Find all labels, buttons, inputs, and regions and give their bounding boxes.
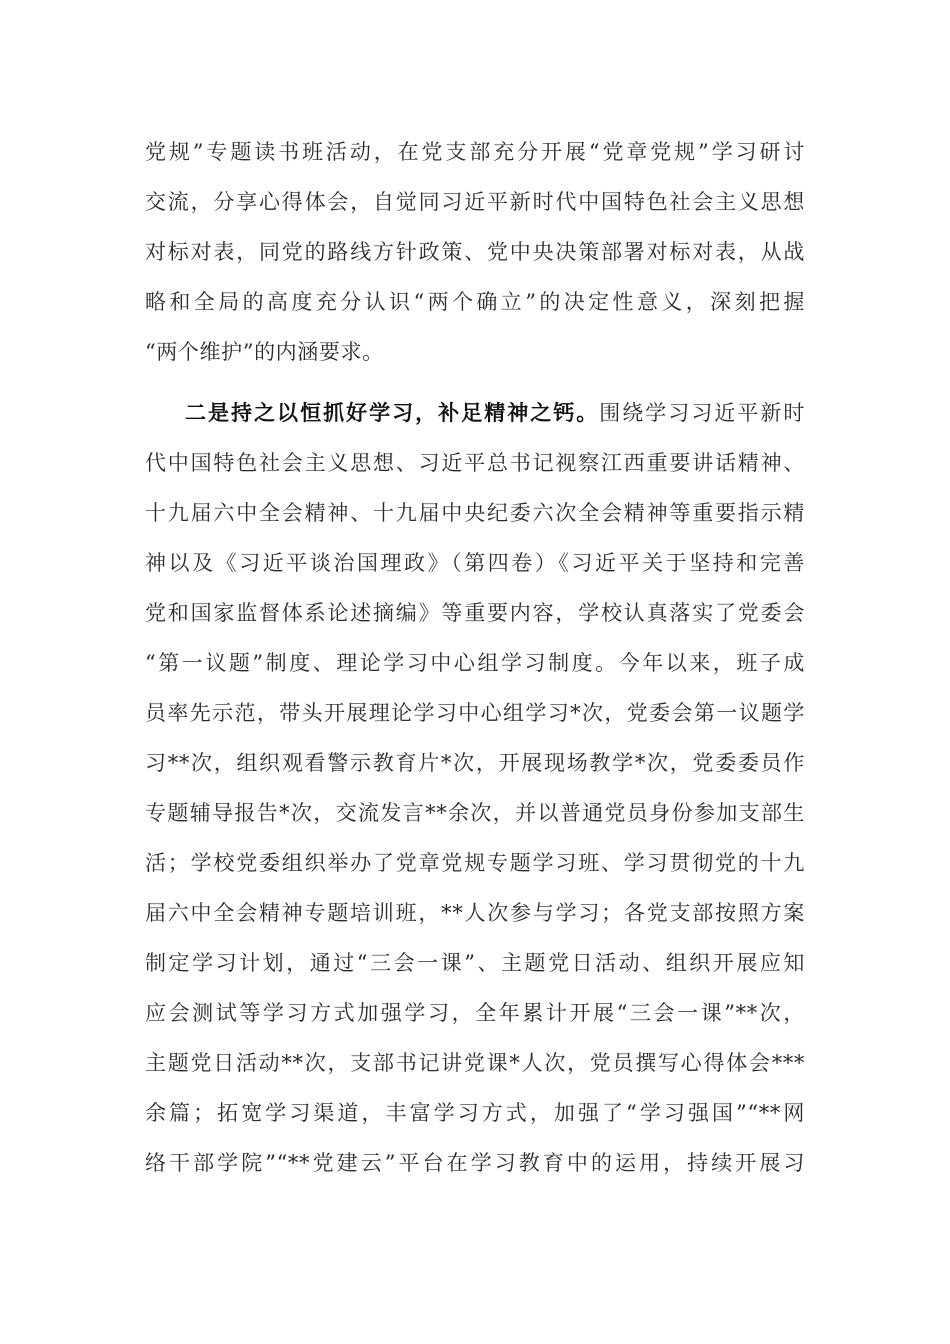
paragraph-2-line: 络干部学院”“**党建云”平台在学习教育中的运用，持续开展习	[145, 1151, 805, 1175]
paragraph-1-last-line: “两个维护”的内涵要求。	[145, 340, 384, 364]
paragraph-2-line: 十九届六中全会精神、十九届中央纪委六次全会精神等重要指示精	[145, 501, 805, 525]
paragraph-2-line: 习**次，组织观看警示教育片*次，开展现场教学*次，党委委员作	[145, 751, 805, 775]
paragraph-2-line: 活；学校党委组织举办了党章党规专题学习班、学习贯彻党的十九	[145, 851, 805, 875]
paragraph-2-line: 余篇；拓宽学习渠道，丰富学习方式，加强了“学习强国”“**网	[145, 1101, 805, 1125]
paragraph-2-line: 员率先示范，带头开展理论学习中心组学习*次，党委会第一议题学	[145, 701, 805, 725]
paragraph-2-line: 专题辅导报告*次，交流发言**余次，并以普通党员身份参加支部生	[145, 801, 805, 825]
paragraph-1-line: 略和全局的高度充分认识“两个确立”的决定性意义，深刻把握	[145, 290, 805, 314]
paragraph-2-line: 代中国特色社会主义思想、习近平总书记视察江西重要讲话精神、	[145, 451, 805, 475]
paragraph-2-first-line	[185, 398, 805, 428]
paragraph-2-line: 制定学习计划，通过“三会一课”、主题党日活动、组织开展应知	[145, 951, 805, 975]
paragraph-2-line: 届六中全会精神专题培训班，**人次参与学习；各党支部按照方案	[145, 901, 805, 925]
paragraph-2-line: 主题党日活动**次，支部书记讲党课*人次，党员撰写心得体会***	[145, 1051, 805, 1075]
paragraph-1-line: 党规”专题读书班活动，在党支部充分开展“党章党规”学习研讨	[145, 140, 805, 164]
paragraph-2-line: 党和国家监督体系论述摘编》等重要内容，学校认真落实了党委会	[145, 601, 805, 625]
paragraph-2-line: “第一议题”制度、理论学习中心组学习制度。今年以来，班子成	[145, 651, 805, 675]
paragraph-2-first-line-text: 围绕学习习近平新时	[599, 401, 805, 425]
paragraph-1-line: 对标对表，同党的路线方针政策、党中央决策部署对标对表，从战	[145, 240, 805, 264]
paragraph-2-line: 应会测试等学习方式加强学习，全年累计开展“三会一课”**次，	[145, 1001, 805, 1025]
paragraph-1-line: 交流，分享心得体会，自觉同习近平新时代中国特色社会主义思想	[145, 190, 805, 214]
paragraph-2-line: 神以及《习近平谈治国理政》（第四卷）《习近平关于坚持和完善	[145, 551, 805, 575]
paragraph-2-bold-lead: 二是持之以恒抓好学习，补足精神之钙。	[185, 400, 600, 425]
